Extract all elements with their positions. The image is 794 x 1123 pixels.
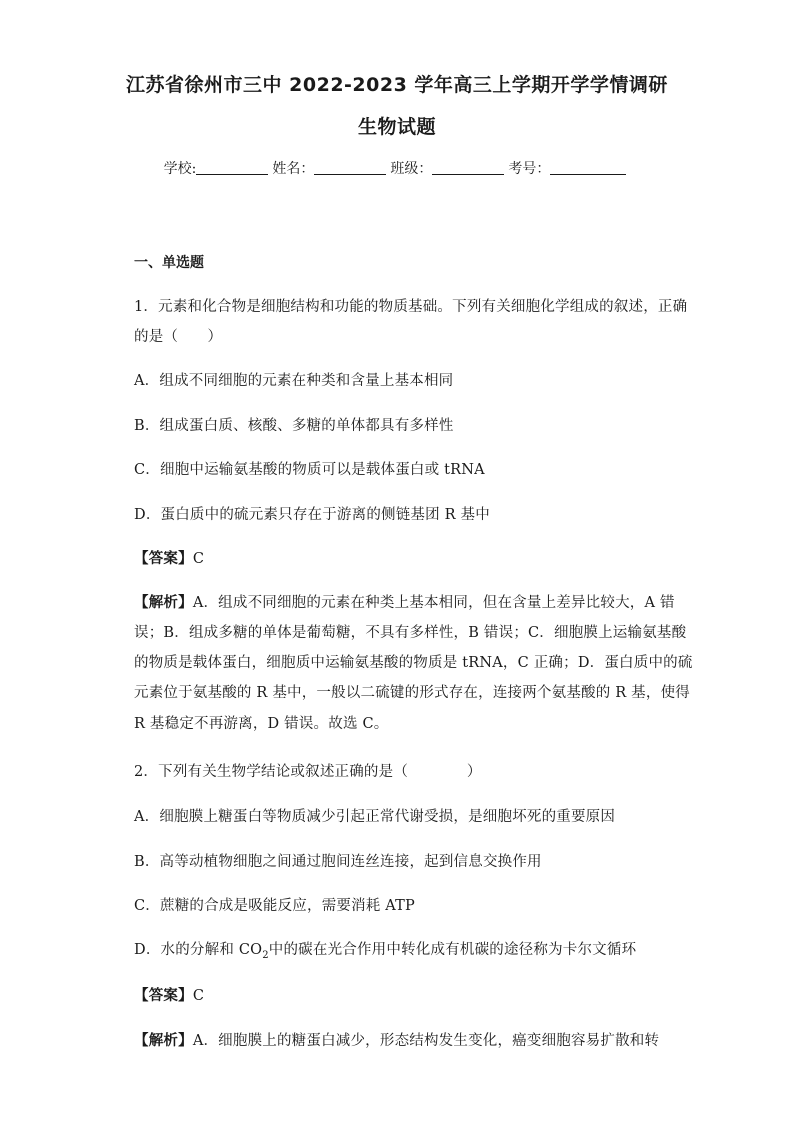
analysis-text: A．组成不同细胞的元素在种类上基本相同，但在含量上差异比较大，A 错 — [192, 595, 675, 611]
analysis-text: A．细胞膜上的糖蛋白减少，形态结构发生变化，癌变细胞容易扩散和转 — [192, 1033, 660, 1049]
q2-option-d — [134, 938, 636, 961]
student-info-row — [0, 158, 794, 178]
q1-option-d: D．蛋白质中的硫元素只存在于游离的侧链基团 R 基中 — [134, 507, 490, 523]
option-d-subscript: 2 — [262, 949, 269, 961]
q1-analysis-line3: 的物质是载体蛋白，细胞质中运输氨基酸的物质是 tRNA，C 正确；D．蛋白质中的硫 — [134, 655, 693, 671]
school-label: 学校: — [163, 161, 197, 177]
q1-analysis-line1 — [134, 591, 675, 612]
q1-answer — [134, 547, 204, 568]
analysis-tag: 【解析】 — [134, 595, 193, 611]
exam-subject: 生物试题 — [357, 116, 436, 138]
section-title: 一、单选题 — [134, 255, 204, 271]
q1-analysis-line5: R 基稳定不再游离，D 错误。故选 C。 — [134, 716, 389, 732]
answer-value: C — [192, 988, 205, 1004]
exam-title: 江苏省徐州市三中 2022-2023 学年高三上学期开学学情调研 — [126, 74, 668, 96]
q1-option-a: A．组成不同细胞的元素在种类和含量上基本相同 — [134, 373, 454, 389]
analysis-tag: 【解析】 — [134, 1033, 193, 1049]
answer-tag: 【答案】 — [134, 988, 193, 1004]
q2-analysis-line1 — [134, 1029, 659, 1050]
q1-stem-line1: 1．元素和化合物是细胞结构和功能的物质基础。下列有关细胞化学组成的叙述，正确 — [134, 299, 688, 315]
q1-analysis-line2: 误；B．组成多糖的单体是葡萄糖，不具有多样性，B 错误；C．细胞膜上运输氨基酸 — [134, 625, 687, 641]
q2-stem: 2．下列有关生物学结论或叙述正确的是（ ） — [134, 764, 482, 780]
class-label: 班级： — [390, 161, 433, 177]
answer-value: C — [192, 551, 205, 567]
q2-answer — [134, 984, 204, 1005]
class-blank — [432, 160, 504, 175]
q1-option-c: C．细胞中运输氨基酸的物质可以是载体蛋白或 tRNA — [134, 462, 485, 478]
q2-option-a: A．细胞膜上糖蛋白等物质减少引起正常代谢受损，是细胞坏死的重要原因 — [134, 809, 616, 825]
q1-stem-line2: 的是（ ） — [134, 329, 223, 345]
answer-tag: 【答案】 — [134, 551, 193, 567]
q2-option-c: C．蔗糖的合成是吸能反应，需要消耗 ATP — [134, 898, 416, 914]
name-label: 姓名： — [272, 161, 315, 177]
exam-number-label: 考号： — [508, 161, 551, 177]
option-d-text-post: 中的碳在光合作用中转化成有机碳的途径称为卡尔文循环 — [268, 942, 637, 958]
q2-option-b: B．高等动植物细胞之间通过胞间连丝连接，起到信息交换作用 — [134, 854, 542, 870]
q1-option-b: B．组成蛋白质、核酸、多糖的单体都具有多样性 — [134, 418, 454, 434]
option-d-text-pre: D．水的分解和 CO — [134, 942, 263, 958]
school-blank — [196, 160, 268, 175]
q1-analysis-line4: 元素位于氨基酸的 R 基中，一般以二硫键的形式存在，连接两个氨基酸的 R 基，使得 — [134, 685, 690, 701]
name-blank — [314, 160, 386, 175]
exam-number-blank — [550, 160, 626, 175]
